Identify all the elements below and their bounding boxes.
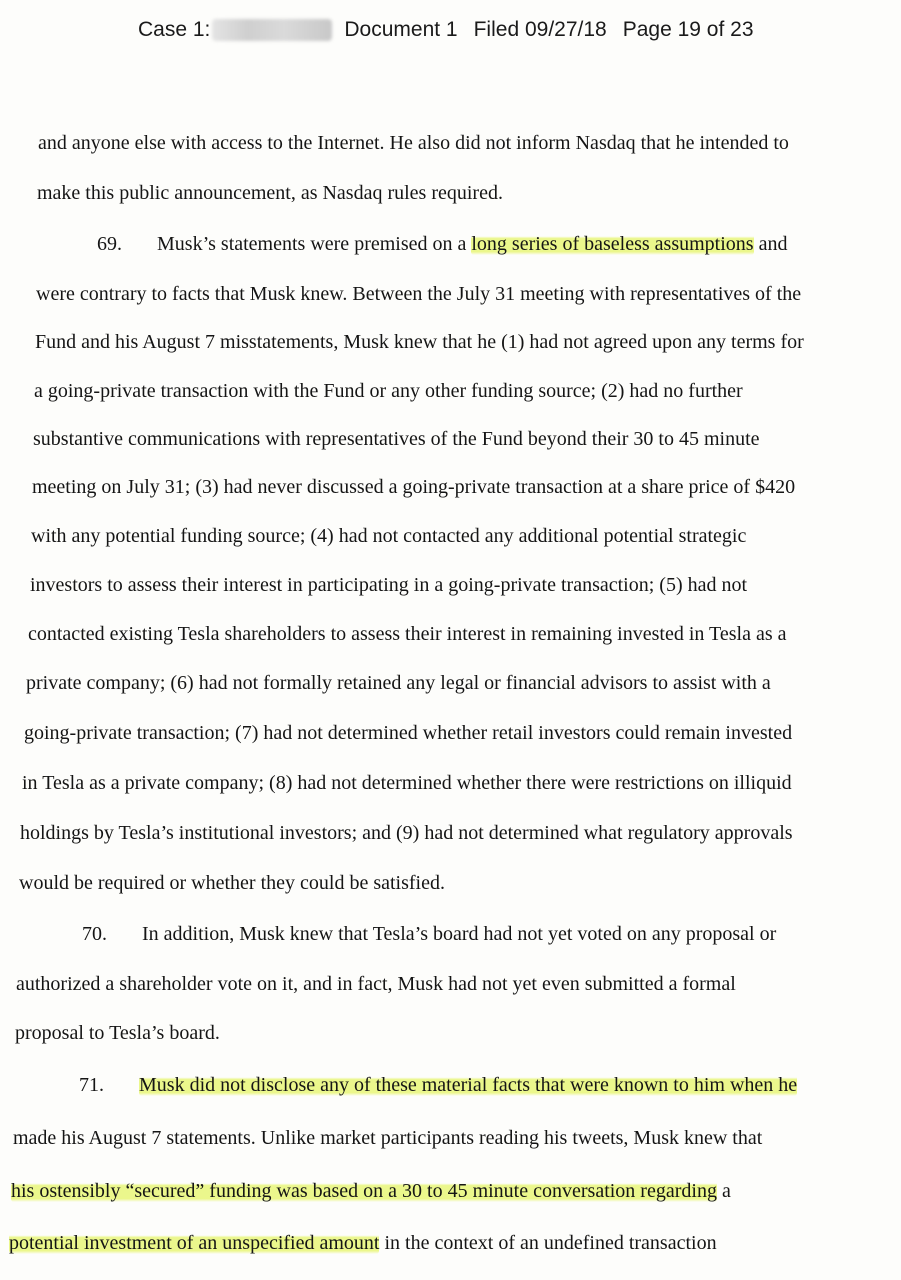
text-line: a going-private transaction with the Fund or any other funding source; (2) had no further	[34, 380, 743, 402]
text-line: made his August 7 statements. Unlike market participants reading his tweets, Musk knew that	[13, 1127, 763, 1149]
case-header	[138, 18, 838, 42]
paragraph-71-line	[79, 1072, 797, 1098]
text-line: in Tesla as a private company; (8) had not determined whether there were restrictions on illiquid	[22, 772, 792, 794]
text-line: contacted existing Tesla shareholders to assess their interest in remaining invested in Tesla as a	[28, 623, 787, 645]
text-line: potential investment of an unspecified amount in the context of an undefined transaction	[9, 1232, 717, 1254]
highlighted-text: long series of baseless assumptions	[471, 233, 754, 255]
redacted-case-number	[212, 19, 332, 41]
paragraph-69-line: 69. Musk’s statements were premised on a long series of baseless assumptions and	[97, 233, 788, 255]
text-line: and anyone else with access to the Internet. He also did not inform Nasdaq that he intended to	[38, 132, 789, 154]
text-line: private company; (6) had not formally retained any legal or financial advisors to assist with a	[26, 672, 771, 694]
text-line: Fund and his August 7 misstatements, Musk knew that he (1) had not agreed upon any terms for	[35, 331, 804, 353]
paragraph-number: 69.	[97, 233, 122, 255]
text-line: proposal to Tesla’s board.	[15, 1022, 220, 1044]
text-line: would be required or whether they could be satisfied.	[19, 872, 445, 894]
text-line: were contrary to facts that Musk knew. Between the July 31 meeting with representatives of the	[36, 283, 802, 305]
document-number: Document 1	[344, 18, 458, 42]
text-line: meeting on July 31; (3) had never discussed a going-private transaction at a share price of $420	[32, 476, 796, 498]
text-line: substantive communications with representatives of the Fund beyond their 30 to 45 minute	[33, 428, 760, 450]
text-line: investors to assess their interest in participating in a going-private transaction; (5) had not	[30, 574, 748, 596]
filed-date: Filed 09/27/18	[473, 18, 607, 42]
highlighted-text: Musk did not disclose any of these material facts that were known to him when he	[139, 1074, 798, 1096]
text-line: going-private transaction; (7) had not determined whether retail investors could remain invested	[24, 722, 793, 744]
paragraph-number: 71.	[79, 1074, 104, 1096]
text-line: holdings by Tesla’s institutional investors; and (9) had not determined what regulatory approvals	[20, 822, 793, 844]
case-label: Case 1:	[138, 18, 211, 42]
paragraph-number: 70.	[82, 923, 107, 945]
text-line: with any potential funding source; (4) had not contacted any additional potential strategic	[31, 525, 747, 547]
highlighted-text: his ostensibly “secured” funding was based on a 30 to 45 minute conversation regarding	[11, 1180, 717, 1202]
page-number: Page 19 of 23	[622, 18, 754, 42]
text-line: make this public announcement, as Nasdaq rules required.	[37, 182, 503, 204]
text-line: his ostensibly “secured” funding was based on a 30 to 45 minute conversation regarding a	[11, 1180, 731, 1202]
highlighted-text: potential investment of an unspecified amount	[9, 1232, 380, 1254]
text-line: authorized a shareholder vote on it, and in fact, Musk had not yet even submitted a formal	[16, 973, 736, 995]
paragraph-70-line: 70. In addition, Musk knew that Tesla’s board had not yet voted on any proposal or	[82, 923, 777, 945]
